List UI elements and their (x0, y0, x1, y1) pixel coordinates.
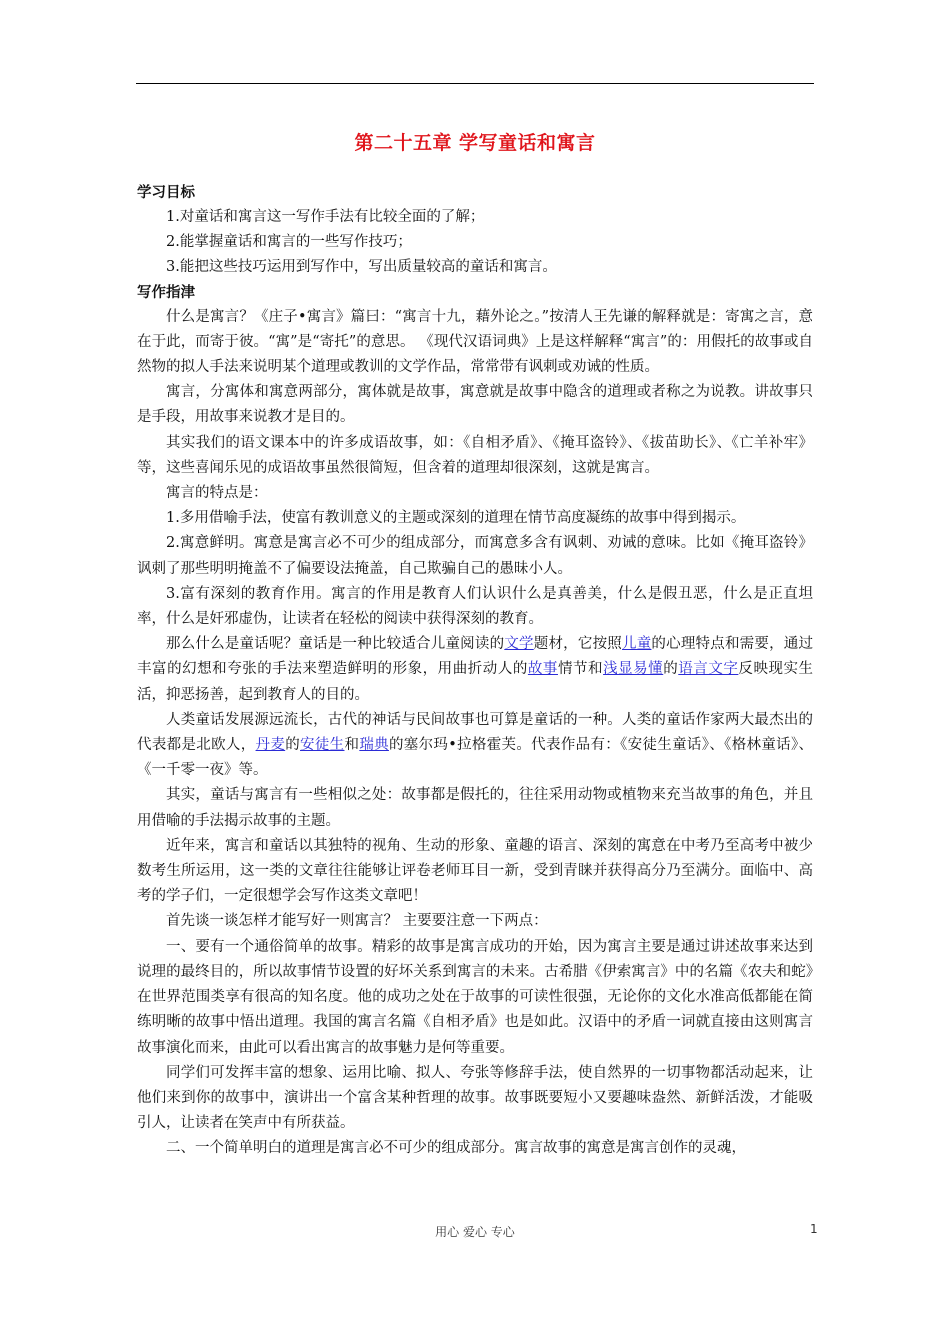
goals-heading: 学习目标 (137, 185, 195, 201)
text-span: 的 (663, 661, 679, 678)
guide-paragraph: 近年来，寓言和童话以其独特的视角、生动的形象、童趣的语言、深刻的寓意在中考乃至高考中被少数考生所运用，这一类的文章往往能够让评卷老师耳目一新，受到青睐并获得高分乃至满分。面临中、高考的学子们，一定很想学会写作这类文章吧！ (137, 837, 813, 905)
footer-motto: 用心 爱心 专心 (435, 1225, 515, 1239)
fairy-tale-history-paragraph (137, 708, 813, 784)
text-span: 题材，它按照 (533, 636, 622, 653)
text-span: 的塞尔玛•拉格霍芙。代表作品有：《安徒生童话》、《格林童话》、《一千零一夜》等。 (137, 737, 814, 779)
link-literature[interactable]: 文学 (504, 636, 534, 653)
guide-paragraph: 首先谈一谈怎样才能写好一则寓言？ 主要要注意一下两点： (166, 913, 548, 930)
text-span: 那么什么是童话呢？童话是一种比较适合儿童阅读的 (166, 636, 505, 653)
header-rule (136, 83, 814, 84)
text-span: 情节和 (557, 661, 604, 678)
fairy-tale-definition-paragraph (137, 632, 813, 708)
guide-paragraph: 二、一个简单明白的道理是寓言必不可少的组成部分。寓言故事的寓意是寓言创作的灵魂， (166, 1140, 746, 1157)
goal-item-1: 1.对童话和寓言这一写作手法有比较全面的了解； (166, 209, 485, 225)
guide-paragraph: 3.富有深刻的教育作用。寓言的作用是教育人们认识什么是真善美，什么是假丑恶，什么是正直坦率，什么是奸邪虚伪，让读者在轻松的阅读中获得深刻的教育。 (137, 585, 813, 628)
guide-paragraph: 1.多用借喻手法，使富有教训意义的主题或深刻的道理在情节高度凝练的故事中得到揭示。 (166, 510, 746, 527)
guide-paragraph: 什么是寓言？《庄子•寓言》篇曰：“寓言十九，藉外论之。”按清人王先谦的解释就是：寄寓之言，意在于此，而寄于彼。“寓”是“寄托”的意思。 《现代汉语词典》上是这样解释“寓言”的：用假托的故事或自然物的拟人手法来说明某个道理或教训的文学作品，常常带有讽刺或劝诫的性质。 (137, 308, 813, 376)
text-span: 和 (344, 737, 360, 754)
guide-paragraph: 一、要有一个通俗简单的故事。精彩的故事是寓言成功的开始，因为寓言主要是通过讲述故事来达到说理的最终目的，所以故事情节设置的好坏关系到寓言的未来。古希腊《伊索寓言》中的名篇《农夫和蛇》在世界范围类享有很高的知名度。他的成功之处在于故事的可读性很强，无论你的文化水准高低都能在简练明晰的故事中悟出道理。我国的寓言名篇《自相矛盾》也是如此。汉语中的矛盾一词就直接由这则寓言故事演化而来，由此可以看出寓言的故事魅力是何等重要。 (137, 938, 813, 1056)
link-andersen[interactable]: 安徒生 (300, 737, 345, 754)
guide-paragraph: 其实，童话与寓言有一些相似之处：故事都是假托的，往往采用动物或植物来充当故事的角色，并且用借喻的手法揭示故事的主题。 (137, 787, 813, 829)
text-span: 的 (285, 737, 301, 754)
guide-paragraph: 其实我们的语文课本中的许多成语故事，如：《自相矛盾》、《掩耳盗铃》、《拔苗助长》、《亡羊补牢》等，这些喜闻乐见的成语故事虽然很简短，但含着的道理却很深刻，这就是寓言。 (137, 434, 813, 476)
guide-paragraph: 寓言，分寓体和寓意两部分，寓体就是故事，寓意就是故事中隐含的道理或者称之为说教。讲故事只是手段，用故事来说教才是目的。 (137, 384, 813, 426)
link-denmark[interactable]: 丹麦 (255, 737, 286, 754)
page-number: 1 (810, 1222, 818, 1236)
guide-paragraph: 同学们可发挥丰富的想象、运用比喻、拟人、夸张等修辞手法，使自然界的一切事物都活动起来，让他们来到你的故事中，演讲出一个富含某种哲理的故事。故事既要短小又要趣味盎然、新鲜活泼，才能吸引人，让读者在笑声中有所获益。 (137, 1064, 813, 1132)
goal-item-2: 2.能掌握童话和寓言的一些写作技巧； (166, 234, 412, 251)
link-language-text[interactable]: 语言文字 (678, 661, 739, 678)
text-span: 人类童话发展源远流长，古代的神话与民间故事也可算是童话的一种。人类的童话作家两大最杰出的代表都是北欧人， (137, 711, 813, 754)
link-easy-to-understand[interactable]: 浅显易懂 (603, 661, 664, 678)
guide-paragraph: 寓言的特点是： (166, 485, 268, 502)
link-story[interactable]: 故事 (527, 661, 558, 678)
guide-heading: 写作指津 (137, 284, 195, 301)
text-span: 的心理特点和需要，通过丰富的幻想和夸张的手法来塑造鲜明的形象，用曲折动人的 (137, 636, 814, 678)
document-page (137, 120, 813, 1162)
link-children[interactable]: 儿童 (622, 636, 652, 653)
chapter-title: 第二十五章 学写童话和寓言 (354, 132, 596, 154)
link-sweden[interactable]: 瑞典 (359, 737, 389, 754)
text-span: 反映现实生活，抑恶扬善，起到教育人的目的。 (137, 661, 814, 703)
guide-paragraph: 2.寓意鲜明。寓意是寓言必不可少的组成部分，而寓意多含有讽刺、劝诫的意味。比如《掩耳盗铃》讽刺了那些明明掩盖不了偏要设法掩盖，自己欺骗自己的愚昧小人。 (137, 535, 813, 577)
goal-item-3: 3.能把这些技巧运用到写作中，写出质量较高的童话和寓言。 (166, 259, 557, 276)
